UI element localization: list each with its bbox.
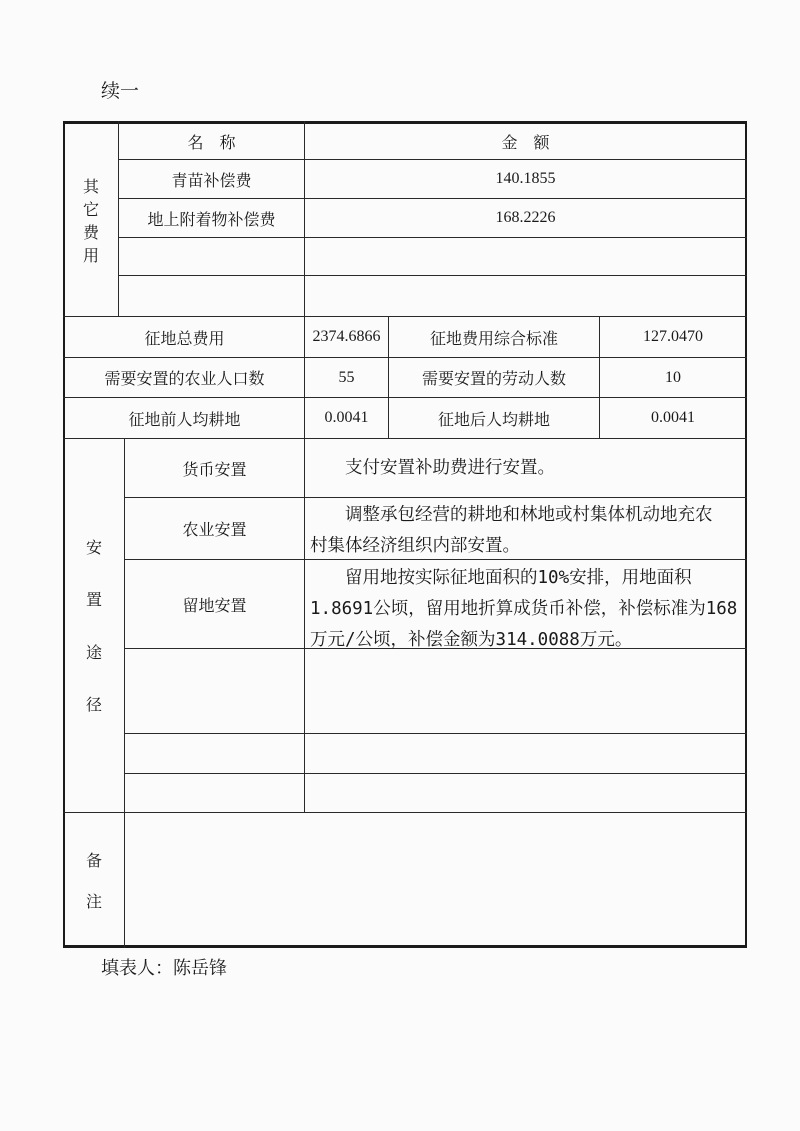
resettlement-description — [310, 563, 746, 656]
label-char: 途 — [85, 642, 102, 662]
summary-value: 0.0041 — [651, 409, 695, 426]
description-line: 1.8691公顷，留用地折算成货币补偿，补偿标准为168 — [310, 599, 738, 619]
resettlement-method — [125, 649, 304, 733]
remarks-content — [125, 813, 746, 945]
summary-label: 需要安置的劳动人数 — [421, 369, 566, 388]
resettlement-method — [125, 734, 304, 773]
cost-amount: 140.1855 — [495, 170, 556, 187]
cost-name — [119, 276, 304, 316]
summary-value: 55 — [338, 368, 355, 386]
resettlement-method: 货币安置 — [182, 459, 247, 479]
description-line: 调整承包经营的耕地和林地或村集体机动地充农 — [310, 505, 713, 525]
column-header-amount: 金 额 — [501, 133, 550, 152]
cost-amount: 168.2226 — [495, 209, 556, 226]
summary-value: 127.0470 — [643, 328, 703, 345]
cost-name — [119, 238, 304, 275]
description-line: 万元/公顷，补偿金额为314.0088万元。 — [310, 630, 633, 650]
label-char: 它 — [82, 200, 99, 219]
remarks-label — [65, 850, 123, 910]
label-char: 安 — [85, 538, 102, 557]
label-char: 注 — [85, 892, 102, 911]
description-line: 村集体经济组织内部安置。 — [310, 536, 520, 556]
resettlement-method: 农业安置 — [182, 520, 247, 539]
resettlement-description — [310, 453, 746, 484]
cost-name: 青苗补偿费 — [171, 170, 252, 190]
continuation-label: 续一 — [101, 80, 140, 102]
cost-name: 地上附着物补偿费 — [147, 209, 276, 229]
divider — [304, 438, 305, 812]
column-header-name: 名 称 — [187, 133, 236, 152]
other-costs-label — [65, 160, 117, 280]
summary-label: 需要安置的农业人口数 — [104, 369, 265, 388]
summary-label: 征地前人均耕地 — [128, 409, 241, 429]
summary-value: 10 — [665, 368, 681, 386]
resettlement-method: 留地安置 — [182, 595, 247, 615]
label-char: 其 — [82, 177, 99, 196]
filler-label: 填表人： — [101, 958, 173, 979]
description-line: 支付安置补助费进行安置。 — [310, 458, 555, 478]
description-line: 留用地按实际征地面积的10%安排，用地面积 — [310, 568, 692, 588]
label-char: 备 — [85, 851, 102, 870]
cost-amount — [305, 238, 746, 275]
label-char: 用 — [82, 246, 99, 265]
resettlement-method — [125, 774, 304, 812]
form-filler — [101, 954, 227, 980]
filler-name: 陈岳锋 — [173, 958, 227, 979]
summary-value: 0.0041 — [324, 409, 369, 426]
resettlement-description — [310, 500, 746, 562]
label-char: 费 — [82, 223, 99, 242]
resettlement-label — [65, 535, 123, 715]
summary-label: 征地费用综合标准 — [429, 328, 558, 348]
label-char: 径 — [85, 694, 102, 714]
summary-label: 征地总费用 — [144, 328, 225, 348]
summary-label: 征地后人均耕地 — [437, 409, 550, 429]
cost-amount — [305, 276, 746, 316]
label-char: 置 — [85, 590, 102, 610]
summary-value: 2374.6866 — [312, 328, 381, 345]
